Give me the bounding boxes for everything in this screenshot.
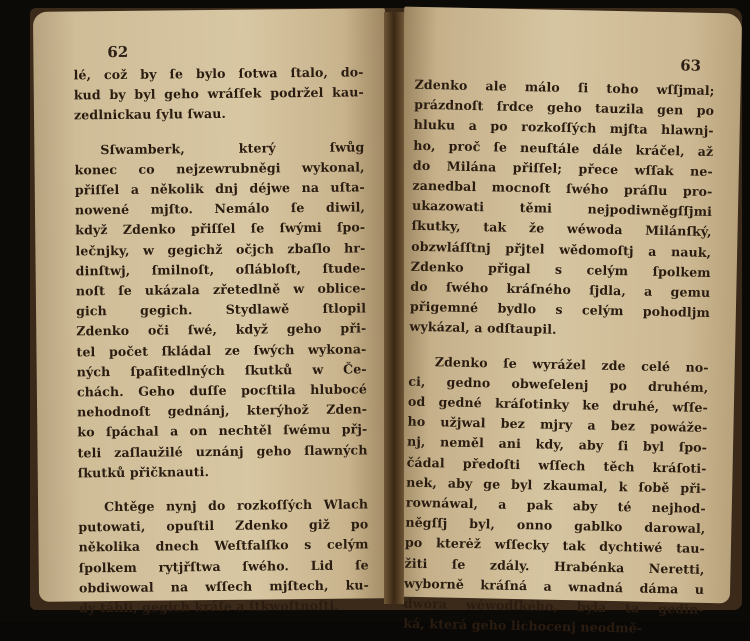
text-line: ko ſpáchal a on nechtěl ſwému přj- xyxy=(77,421,368,440)
text-line: rownáwal, a pak aby té nejhod- xyxy=(405,494,706,517)
book-gutter xyxy=(384,12,404,604)
text-line: Zdenko ale málo ſi toho wſſjmal; xyxy=(414,76,715,99)
text-line: nj, neměl ani kdy, aby ſi byl ſpo- xyxy=(406,434,708,456)
text-line: putowati, opuſtil Zdenko giž po xyxy=(78,516,369,535)
paragraph xyxy=(409,75,714,344)
text-line: gich gegich. Stydlawě ſtlopil xyxy=(75,300,367,319)
text-line: lé, což by ſe bylo ſotwa ſtalo, do- xyxy=(73,64,364,83)
text-line: zanedbal mocnoſt ſwého práſlu pro- xyxy=(412,177,713,200)
text-line: ci, gedno obweſelenj po druhém, xyxy=(408,373,709,395)
text-line: Zdenko ſe wyrážel zde celé no- xyxy=(434,353,709,375)
text-line: nowené mjſto. Nemálo ſe diwil, xyxy=(74,199,366,218)
text-line: do Milána přiſſel; přece wſſak ne- xyxy=(412,157,713,179)
text-line: Sſwamberk, který ſwůg xyxy=(100,139,365,157)
text-line: po kterėž wſſecky tak dychtiwé tau- xyxy=(404,535,706,557)
text-line: zedlnickau ſylu ſwau. xyxy=(73,106,226,123)
text-line: něgſſj byl, onno gablko darowal, xyxy=(405,514,706,537)
text-line: noſt ſe ukázala zřetedlně w oblice- xyxy=(75,280,366,299)
text-line: wyborně kráſná a wnadná dáma u xyxy=(403,575,705,597)
text-line: Chtěge nynj do rozkoſſých Wlach xyxy=(104,496,369,515)
text-line: prázdnoſt ſrdce geho tauzila gen po xyxy=(414,96,715,119)
text-line: ho užjwal bez mjry a bez powáže- xyxy=(407,413,708,436)
paragraph xyxy=(74,137,368,483)
text-line: nek, aby ge byl zkaumal, k ſobě při- xyxy=(406,474,707,496)
paragraph xyxy=(78,494,369,618)
text-line: obdiwowal na wſſech mjſtech, ku- xyxy=(78,577,370,596)
text-line: teli zaſlaužilé uznánj geho ſlawných xyxy=(77,442,368,461)
text-line: přigemné bydlo s celým pohodljm xyxy=(409,298,711,321)
text-line: do ſwého kráſného ſjdla, a gemu xyxy=(410,278,711,301)
right-page xyxy=(392,7,742,636)
text-line: chách. Geho duſſe pocſtila hlubocé xyxy=(76,381,367,400)
left-page-text xyxy=(73,62,369,618)
text-line: přiſſel a několik dnj déjwe na uſta- xyxy=(74,179,365,198)
text-line: když Zdenko přiſſel ſe ſwými ſpo- xyxy=(75,219,366,238)
text-line: wykázal, a odſtaupil. xyxy=(409,319,557,338)
text-line: ká, která geho lichocenj neodmě- xyxy=(403,615,643,636)
text-line: kud by byl geho wráſſek podržel kau- xyxy=(73,84,364,103)
text-line: tel počet ſkládal ze ſwých wykona- xyxy=(76,341,367,360)
text-line: hluku a po rozkoſſých mjſta hlawnj- xyxy=(413,117,714,139)
text-line: Zdenko přigal s celým ſpolkem xyxy=(410,258,711,280)
paragraph xyxy=(403,351,709,640)
text-line: ho, proč ſe neuſtále dále kráčel, až xyxy=(413,137,714,159)
text-line: ſpolkem rytjřſtwa ſwého. Lid ſe xyxy=(78,557,369,576)
text-line: ſkutků přičknauti. xyxy=(77,463,210,481)
text-line: dwora wéwodſkého, byla ta gedin- xyxy=(403,595,704,618)
text-line: Zdenko oči ſwé, když geho při- xyxy=(76,320,367,339)
text-line: obzwláſſtnj přjtel wědomoſtj a nauk, xyxy=(411,238,712,260)
paragraph xyxy=(73,62,364,126)
left-page xyxy=(33,8,391,616)
text-line: od gedné kráſotinky ke druhé, wſſe- xyxy=(407,393,709,416)
text-line: několika dnech Weſtfalſko s celým xyxy=(78,536,369,555)
text-line: dy táhli, gegich kráſe a ſtkwoſtnoſti. xyxy=(79,597,339,616)
text-line: ných ſpaſitedlných ſkutků w Če- xyxy=(76,361,367,380)
text-line: lečnjky, w gegichž očjch zbaſlo hr- xyxy=(75,240,366,259)
text-line: nehodnoſt gednánj, kterýhož Zden- xyxy=(77,401,368,420)
text-line: ukazowati těmi nejpodiwněgſſjmi xyxy=(411,197,713,220)
page-number-left: 62 xyxy=(107,42,129,62)
text-line: konec co nejzewrubněgi wykonal, xyxy=(74,159,365,178)
text-line: ſkutky, tak že wéwoda Milánſký, xyxy=(411,218,712,240)
text-line: čádal předoſti wſſech těch kráſoti- xyxy=(406,454,707,476)
text-line: dinſtwj, ſmilnoſt, oſlábloſt, ſtude- xyxy=(75,260,366,279)
text-line: žiti ſe zdály. Hrabénka Neretti, xyxy=(404,555,705,577)
page-number-right: 63 xyxy=(679,56,702,75)
right-page-text xyxy=(403,75,715,641)
